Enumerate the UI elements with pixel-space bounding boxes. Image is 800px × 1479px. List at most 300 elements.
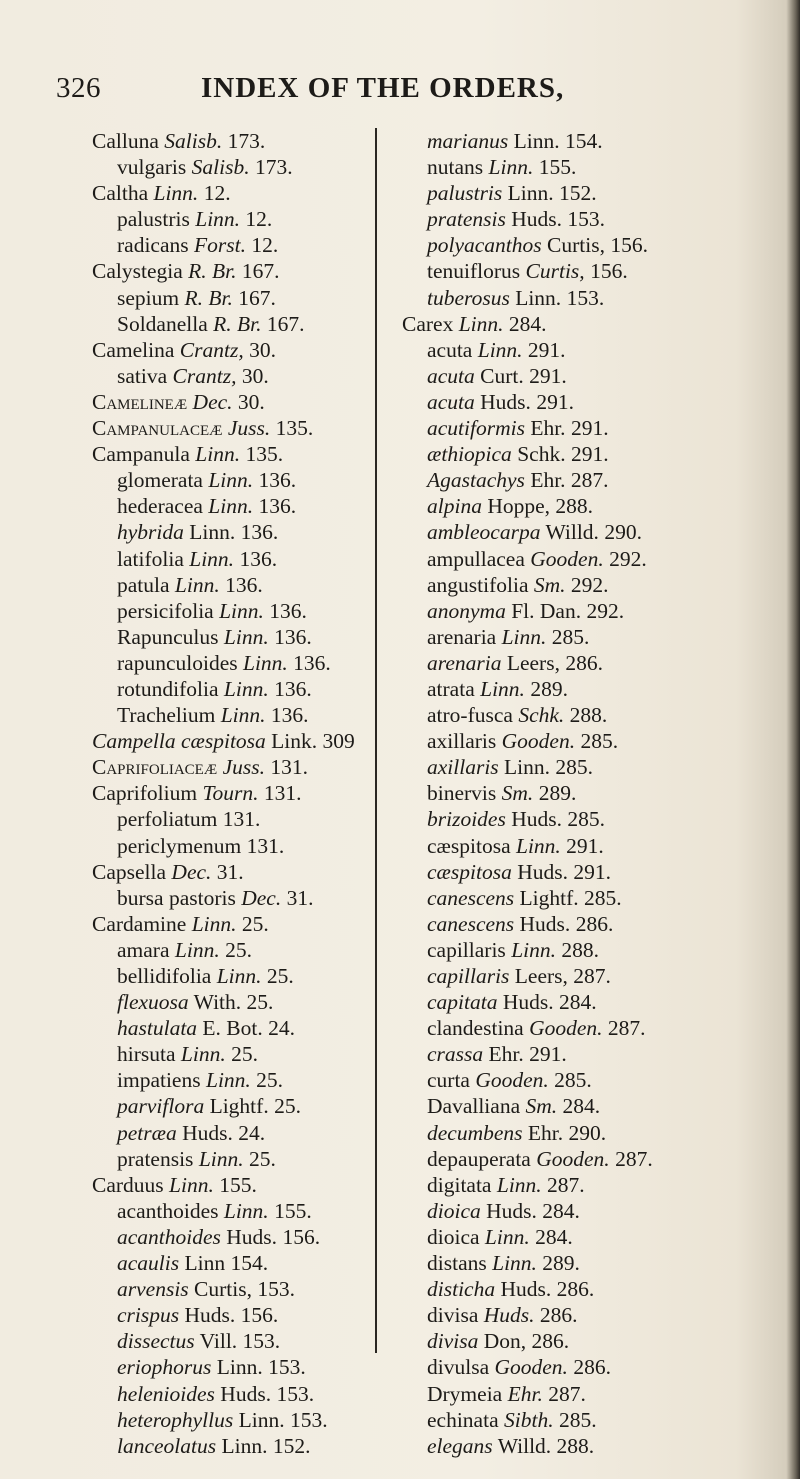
index-entry-species [92,989,412,1015]
entry-name: crassa [427,1042,484,1067]
entry-name: capitata [427,990,498,1015]
index-entry-species [92,232,412,258]
entry-author: Huds. [519,911,571,936]
entry-page-ref: 25. [231,1042,258,1067]
index-entry-species [92,676,412,702]
entry-name: distans [427,1251,487,1276]
index-entry-species [92,1120,412,1146]
index-entry-species [402,1041,722,1067]
entry-name: hirsuta [117,1042,176,1067]
entry-page-ref: 156. [610,233,648,258]
entry-name: Calystegia [92,259,183,284]
entry-author: Linn. [220,703,266,728]
index-entry-genus [92,441,412,467]
entry-author: Huds. [502,990,554,1015]
index-entry-species [402,258,722,284]
entry-author: Linn. [221,1433,268,1458]
entry-page-ref: 291. [529,1042,567,1067]
entry-author: Linn. [191,911,237,936]
entry-page-ref: 152. [559,181,597,206]
index-entry-genus [92,389,412,415]
entry-page-ref: 285. [567,807,605,832]
entry-author: Huds. [226,1224,278,1249]
entry-name: rotundifolia [117,676,219,701]
entry-name: canescens [427,911,515,936]
entry-author: Ehr. [530,416,566,441]
entry-author: Willd. [545,520,599,545]
index-entry-species [402,180,722,206]
entry-page-ref: 153. [268,1355,306,1380]
entry-page-ref: 291. [566,833,604,858]
index-entry-species [402,885,722,911]
entry-page-ref: 25. [266,964,294,988]
index-entry-species [402,1250,722,1276]
entry-author: Schk. [518,703,565,728]
entry-page-ref: 136. [274,676,312,701]
index-entry-species [92,1041,412,1067]
entry-author: Linn. [458,311,504,336]
entry-author: Linn. [507,181,554,206]
entry-author: Hoppe, [487,494,551,519]
entry-author: Linn. [216,1355,263,1380]
entry-author: R. Br. [188,259,237,284]
index-entry-species [92,702,412,728]
entry-author: Gooden. [501,729,576,754]
entry-author: Ehr. [530,468,566,493]
entry-page-ref: 286. [573,1355,611,1380]
index-entry-species [402,337,722,363]
entry-name: amara [117,937,170,962]
index-entry-species [402,780,722,806]
index-entry-species [402,1381,722,1407]
entry-name: acuta [427,337,473,362]
entry-author: Linn. [174,937,220,962]
entry-author: Link. [271,729,318,754]
entry-author: Linn. [195,207,241,232]
entry-name: helenioides [117,1381,215,1406]
entry-page-ref: 287. [607,1016,646,1041]
entry-author: Linn. [504,755,551,780]
entry-name: Campella cæspitosa [92,729,266,754]
entry-name: cæspitosa [427,859,512,884]
entry-name: sepium [117,285,180,310]
entry-page-ref: 290. [604,520,642,545]
entry-page-ref: 287. [548,1381,586,1406]
index-entry-species [402,232,722,258]
entry-author: Linn. [513,129,560,153]
entry-author: Linn. [223,676,269,701]
entry-name: Caltha [92,181,149,206]
entry-name: brizoides [427,807,506,832]
entry-name: hybrida [117,520,184,545]
index-entry-genus [92,911,412,937]
index-entry-species [402,676,722,702]
index-entry-species [402,598,722,624]
index-entry-species [92,1146,412,1172]
index-entry-species [402,493,722,519]
entry-page-ref: 136. [293,650,331,675]
entry-name: Davalliana [427,1094,521,1119]
entry-name: decumbens [427,1120,523,1145]
entry-name: glomerata [117,468,203,493]
entry-page-ref: 289. [542,1251,580,1276]
entry-name: sativa [117,363,168,388]
entry-page-ref: 287. [547,1172,585,1197]
index-entry-species [402,154,722,180]
entry-author: Linn. [492,1251,537,1276]
entry-author: Ehr. [527,1120,564,1145]
entry-name: anonyma [427,598,506,623]
entry-page-ref: 131. [263,781,302,806]
entry-page-ref: 288. [555,494,594,519]
entry-name: arenaria [427,624,497,649]
index-entry-species [402,963,722,989]
entry-page-ref: 136. [274,624,312,649]
entry-name: Agastachys [427,468,525,493]
index-entry-genus [92,415,412,441]
entry-author: Huds. [500,1277,552,1302]
entry-page-ref: 131. [270,755,308,780]
entry-page-ref: 153. [566,285,605,310]
entry-name: heterophyllus [117,1407,234,1432]
entry-name: atro-fusca [427,703,513,728]
entry-name: acanthoides [117,1224,221,1249]
entry-author: Linn. [484,1224,530,1249]
index-entry-species [92,806,412,832]
entry-author: Crantz, [172,363,237,388]
entry-name: periclymenum [117,833,242,858]
entry-name: binervis [427,781,497,806]
entry-page-ref: 136. [269,598,307,623]
index-entry-genus [92,754,412,780]
entry-page-ref: 173. [227,129,266,153]
entry-name: capillaris [427,937,506,962]
entry-name: latifolia [117,546,184,571]
entry-page-ref: 153. [567,207,605,232]
entry-author: Willd. [497,1433,552,1458]
index-entry-species [402,728,722,754]
running-head: INDEX OF THE ORDERS, [201,72,565,104]
entry-page-ref: 286. [531,1329,570,1354]
index-entry-species [402,546,722,572]
index-entry-species [92,1067,412,1093]
index-entry-species [92,963,412,989]
index-entry-genus [92,258,412,284]
index-entry-species [92,311,412,337]
entry-name: pratensis [117,1146,194,1171]
entry-page-ref: 156. [282,1224,321,1249]
entry-page-ref: 289. [538,781,577,806]
entry-name: Drymeia [427,1381,503,1406]
entry-author: Dec. [241,885,282,910]
entry-author: Dec. [192,389,233,414]
entry-author: Linn. [223,1198,269,1223]
entry-author: Linn. [242,650,288,675]
entry-author: Leers, [514,964,568,988]
entry-name: vulgaris [117,155,187,180]
entry-author: Linn [184,1251,226,1276]
entry-name: ambleocarpa [427,520,541,545]
entry-page-ref: 153. [289,1407,328,1432]
entry-author: With. [193,990,242,1015]
entry-name: bursa pastoris [117,885,236,910]
entry-name: acaulis [117,1251,180,1276]
entry-page-ref: 136. [270,703,309,728]
entry-author: Linn. [515,833,561,858]
entry-author: Gooden. [536,1146,610,1171]
entry-name: tenuiflorus [427,259,521,284]
entry-name: perfoliatum [117,807,218,832]
index-entry-species [402,1224,722,1250]
index-entry-species [92,1328,412,1354]
entry-author: Vill. [199,1329,238,1354]
entry-page-ref: 286. [565,650,603,675]
entry-page-ref: 291. [536,389,574,414]
entry-page-ref: 285. [580,729,619,754]
index-entry-species [402,1433,722,1459]
index-entry-species [402,285,722,311]
entry-author: Curtis, [525,259,585,284]
page-edge-shadow [786,0,800,1479]
entry-page-ref: 155. [219,1172,257,1197]
entry-page-ref: 284. [562,1094,601,1119]
entry-author: Gooden. [530,546,604,571]
entry-page-ref: 30. [241,363,269,388]
index-entry-species [92,1354,412,1380]
entry-page-ref: 136. [239,546,278,571]
index-entry-species [92,154,412,180]
entry-name: depauperata [427,1146,531,1171]
entry-author: Leers, [506,650,560,675]
entry-name: cæspitosa [427,833,511,858]
index-entry-species [402,833,722,859]
entry-name: parviflora [117,1094,205,1119]
entry-name: acutiformis [427,416,525,441]
entry-page-ref: 25. [246,990,274,1015]
column-divider [375,128,377,1353]
entry-page-ref: 291. [570,442,609,467]
index-entry-species [92,546,412,572]
entry-page-ref: 287. [570,468,609,493]
entry-page-ref: 285. [584,885,622,910]
entry-page-ref: 290. [568,1120,607,1145]
entry-page-ref: 25. [249,1146,276,1171]
index-entry-genus [92,128,412,154]
entry-name: Campanulaceæ [92,416,223,441]
entry-author: Huds. [517,859,568,884]
index-entry-genus [92,1172,412,1198]
index-entry-genus [92,728,412,754]
entry-name: Capsella [92,859,167,884]
entry-author: Ehr. [488,1042,524,1067]
index-column-right [402,128,722,1459]
entry-name: divulsa [427,1355,490,1380]
entry-page-ref: 131. [246,833,285,858]
index-entry-genus [92,859,412,885]
index-entry-species [92,363,412,389]
entry-author: Huds. [483,1303,535,1328]
entry-page-ref: 284. [559,990,597,1015]
entry-name: arenaria [427,650,502,675]
index-entry-species [402,989,722,1015]
entry-name: canescens [427,885,515,910]
index-entry-species [92,206,412,232]
entry-author: Crantz, [179,337,244,362]
entry-author: Sibth. [504,1407,554,1432]
index-entry-genus [92,180,412,206]
entry-author: Gooden. [494,1355,568,1380]
entry-name: divisa [427,1303,479,1328]
entry-name: clandestina [427,1016,524,1041]
entry-page-ref: 291. [529,363,567,388]
entry-name: elegans [427,1433,493,1458]
index-entry-species [402,441,722,467]
entry-author: Linn. [488,155,534,180]
entry-name: Carduus [92,1172,164,1197]
index-column-left [92,128,412,1459]
entry-author: Linn. [511,937,556,962]
index-entry-species [92,833,412,859]
entry-author: Lightf. [519,885,579,910]
entry-name: divisa [427,1329,479,1354]
entry-page-ref: 292. [586,598,625,623]
entry-name: Calluna [92,129,159,153]
index-entry-genus [92,780,412,806]
index-entry-species [92,1433,412,1459]
entry-page-ref: 167. [241,259,280,284]
entry-name: acuta [427,389,475,414]
index-entry-species [402,1146,722,1172]
index-entry-species [92,1276,412,1302]
entry-name: pratensis [427,207,506,232]
entry-author: Linn. [153,181,199,206]
entry-page-ref: 155. [538,155,577,180]
index-entry-species [402,806,722,832]
entry-author: Linn. [501,624,547,649]
entry-name: eriophorus [117,1355,212,1380]
entry-page-ref: 156. [590,259,628,284]
entry-name: patula [117,572,170,597]
entry-page-ref: 287. [615,1146,653,1171]
index-entry-species [402,911,722,937]
entry-author: Linn. [219,598,264,623]
entry-page-ref: 31. [216,859,244,884]
entry-page-ref: 136. [258,468,297,493]
index-entry-species [92,285,412,311]
entry-page-ref: 25. [225,937,252,962]
entry-author: Juss. [222,755,265,780]
entry-author: Linn. [180,1042,226,1067]
entry-page-ref: 309 [322,729,355,754]
entry-name: bellidifolia [117,964,212,988]
entry-author: Fl. Dan. [511,598,582,623]
entry-page-ref: 285. [554,1068,592,1093]
entry-page-ref: 12. [203,181,231,206]
entry-page-ref: 12. [245,207,273,232]
index-entry-species [402,859,722,885]
entry-page-ref: 154. [564,129,603,153]
entry-author: Salisb. [164,129,223,153]
entry-author: Linn. [477,337,523,362]
entry-page-ref: 131. [222,807,261,832]
entry-page-ref: 30. [237,389,265,414]
entry-author: Linn. [238,1407,285,1432]
index-entry-species [402,1302,722,1328]
entry-author: Lightf. [209,1094,269,1119]
entry-author: Linn. [208,494,254,519]
entry-name: dissectus [117,1329,195,1354]
entry-author: Schk. [517,442,566,467]
entry-author: Dec. [171,859,212,884]
entry-author: Huds. [486,1198,537,1223]
entry-author: Salisb. [191,155,250,180]
entry-author: Juss. [227,416,271,441]
index-entry-species [402,1276,722,1302]
entry-page-ref: 167. [238,285,276,310]
entry-page-ref: 291. [573,859,611,884]
entry-name: æthiopica [427,442,512,467]
entry-author: Linn. [169,1172,214,1197]
entry-page-ref: 30. [249,337,276,362]
index-entry-species [402,1015,722,1041]
index-entry-species [92,467,412,493]
entry-page-ref: 152. [272,1433,311,1458]
entry-author: Huds. [220,1381,272,1406]
index-entry-species [402,754,722,780]
entry-name: nutans [427,155,484,180]
entry-page-ref: 173. [254,155,293,180]
entry-author: Sm. [525,1094,558,1119]
entry-page-ref: 286. [539,1303,578,1328]
entry-name: digitata [427,1172,492,1197]
index-entry-genus [402,311,722,337]
entry-author: Linn. [174,572,220,597]
entry-page-ref: 25. [274,1094,301,1119]
entry-page-ref: 153. [242,1329,281,1354]
entry-author: Ehr. [507,1381,543,1406]
entry-author: Linn. [223,624,269,649]
index-entry-species [92,885,412,911]
entry-name: Camelineæ [92,389,188,414]
entry-author: Huds. [184,1303,236,1328]
index-entry-species [92,937,412,963]
index-entry-species [92,1198,412,1224]
index-entry-species [92,572,412,598]
entry-author: Don, [483,1329,527,1354]
entry-name: Caprifoliaceæ [92,755,218,780]
index-entry-species [402,1093,722,1119]
index-entry-genus [92,337,412,363]
entry-name: Rapunculus [117,624,219,649]
entry-author: Linn. [195,442,241,467]
entry-author: Huds. [480,389,531,414]
index-entry-species [92,598,412,624]
index-entry-species [92,493,412,519]
entry-name: Caprifolium [92,781,198,806]
entry-name: angustifolia [427,572,529,597]
page-number: 326 [56,72,101,104]
entry-author: Tourn. [202,781,259,806]
entry-page-ref: 284. [535,1224,573,1249]
entry-page-ref: 155. [274,1198,312,1223]
entry-name: dioica [427,1198,481,1223]
entry-page-ref: 286. [575,911,614,936]
entry-page-ref: 292. [570,572,609,597]
index-entry-species [92,1250,412,1276]
entry-name: ampullacea [427,546,525,571]
entry-author: Linn. [515,285,562,310]
entry-page-ref: 292. [609,546,647,571]
